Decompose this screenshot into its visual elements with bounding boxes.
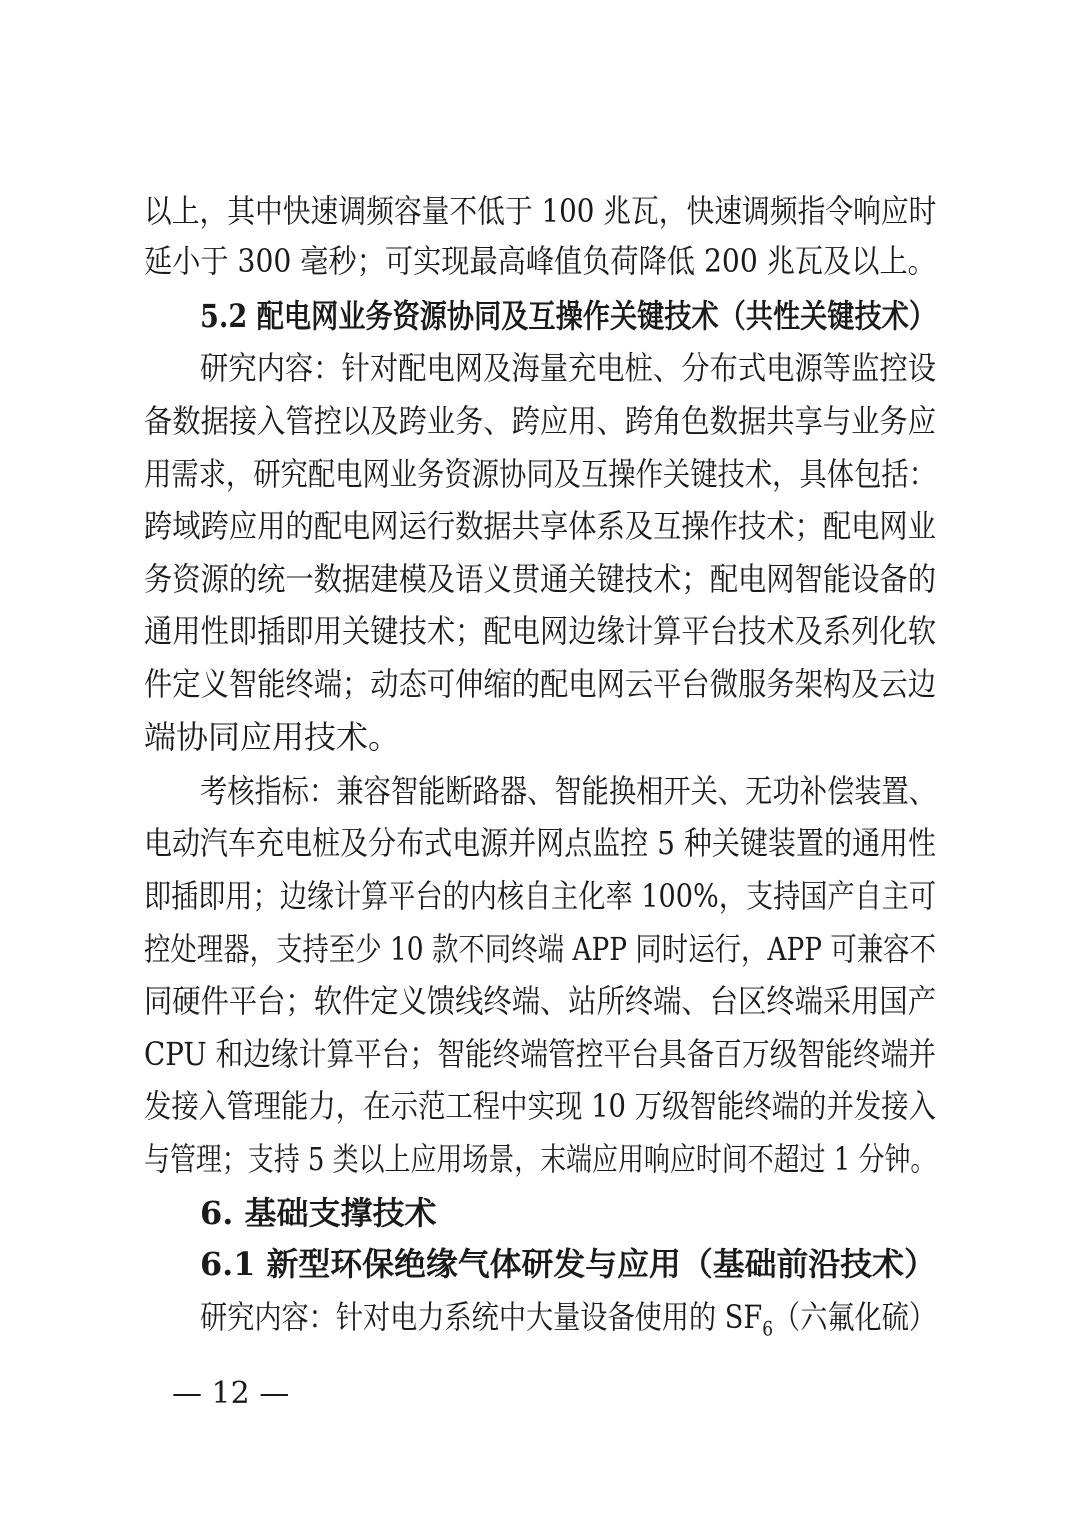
text-line: 考核指标：兼容智能断路器、智能换相开关、无功补偿装置、 <box>200 772 937 810</box>
body-text-line <box>0 344 1080 392</box>
section-heading-6-1 <box>0 1240 1080 1288</box>
body-text-line <box>0 872 1080 920</box>
text-line: 与管理；支持 5 类以上应用场景，末端应用响应时间不超过 1 分钟。 <box>144 1140 937 1178</box>
text-line: 研究内容：针对配电网及海量充电桩、分布式电源等监控设 <box>200 349 937 387</box>
text-line: 发接入管理能力，在示范工程中实现 10 万级智能终端的并发接入 <box>144 1087 937 1125</box>
text-segment: 研究内容：针对电力系统中大量设备使用的 SF <box>200 1298 763 1336</box>
text-line: 务资源的统一数据建模及语义贯通关键技术；配电网智能设备的 <box>144 560 937 598</box>
body-text-line <box>0 607 1080 655</box>
heading-text: 5.2 配电网业务资源协同及互操作关键技术（共性关键技术） <box>200 297 936 335</box>
body-text-line <box>0 187 1080 235</box>
section-heading-5-2 <box>0 292 1080 340</box>
text-line: 电动汽车充电桩及分布式电源并网点监控 5 种关键装置的通用性 <box>144 824 936 862</box>
text-line: 同硬件平台；软件定义馈线终端、站所终端、台区终端采用国产 <box>144 982 937 1020</box>
text-segment: （六氟化硫） <box>773 1298 937 1336</box>
text-line: 用需求，研究配电网业务资源协同及互操作关键技术，具体包括： <box>144 455 937 493</box>
body-text-line <box>0 660 1080 708</box>
body-text-line <box>0 1030 1080 1078</box>
body-text-line <box>0 1135 1080 1183</box>
text-line <box>200 1293 936 1341</box>
text-line: CPU 和边缘计算平台；智能终端管控平台具备百万级智能终端并 <box>144 1035 936 1073</box>
text-line: 备数据接入管控以及跨业务、跨应用、跨角色数据共享与业务应 <box>144 402 937 440</box>
body-text-line <box>0 977 1080 1025</box>
section-heading-6 <box>0 1189 1080 1237</box>
text-line: 即插即用；边缘计算平台的内核自主化率 100%，支持国产自主可 <box>144 877 936 915</box>
body-text-line <box>0 1082 1080 1130</box>
page-number: — 12 — <box>172 1376 290 1411</box>
heading-text: 6.1 新型环保绝缘气体研发与应用（基础前沿技术） <box>200 1245 936 1283</box>
heading-text: 6. 基础支撑技术 <box>200 1194 437 1232</box>
body-text-line <box>0 555 1080 603</box>
body-text-line <box>0 819 1080 867</box>
text-line: 控处理器，支持至少 10 款不同终端 APP 同时运行，APP 可兼容不 <box>144 930 936 968</box>
body-text-line <box>0 237 1080 285</box>
text-line: 跨域跨应用的配电网运行数据共享体系及互操作技术；配电网业 <box>144 507 937 545</box>
body-text-line <box>0 450 1080 498</box>
body-text-line <box>0 713 1080 761</box>
text-line: 以上，其中快速调频容量不低于 100 兆瓦，快速调频指令响应时 <box>144 192 937 230</box>
body-text-line <box>0 925 1080 973</box>
text-line: 延小于 300 毫秒；可实现最高峰值负荷降低 200 兆瓦及以上。 <box>144 242 936 280</box>
subscript-text: 6 <box>762 1316 774 1341</box>
body-text-line <box>0 1293 1080 1341</box>
body-text-line <box>0 397 1080 445</box>
text-line: 件定义智能终端；动态可伸缩的配电网云平台微服务架构及云边 <box>144 665 937 703</box>
body-text-line <box>0 502 1080 550</box>
text-line: 通用性即插即用关键技术；配电网边缘计算平台技术及系列化软 <box>144 612 937 650</box>
body-text-line <box>0 767 1080 815</box>
text-line: 端协同应用技术。 <box>144 718 401 756</box>
